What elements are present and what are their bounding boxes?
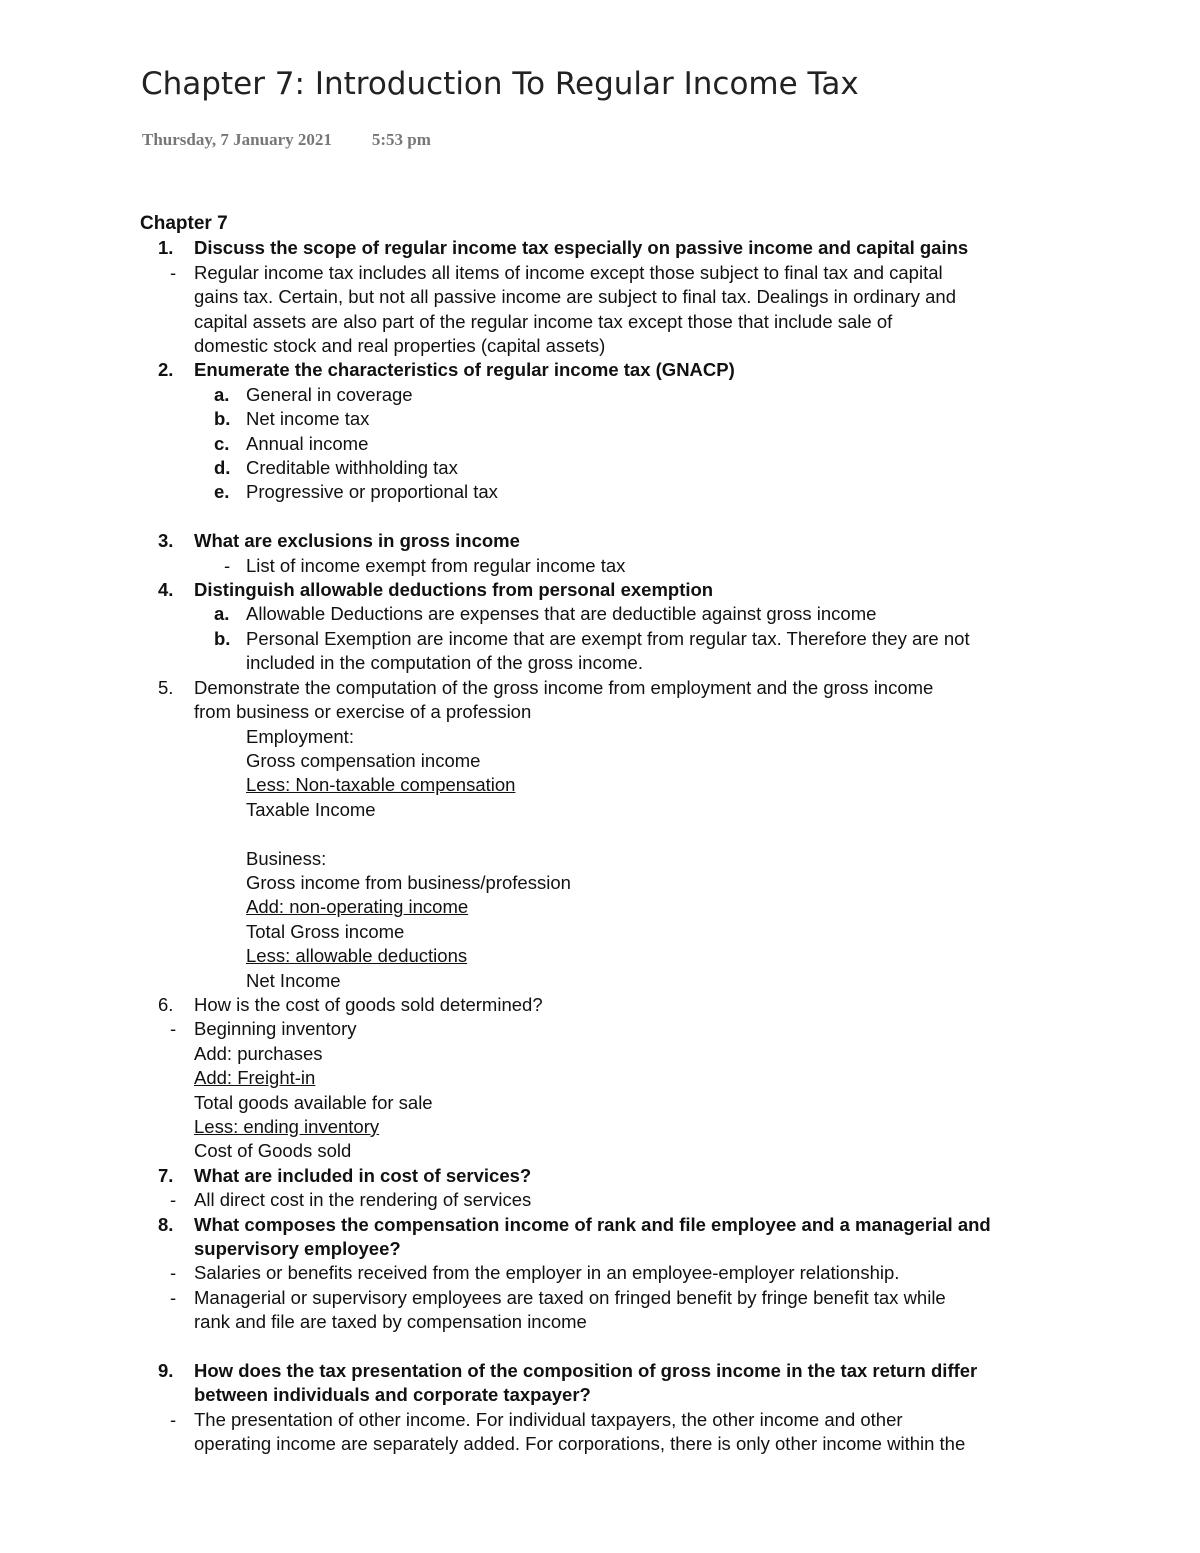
question-number: 9. [158,1360,174,1382]
answer-line: - List of income exempt from regular income tax [140,554,1080,578]
computation-line: Gross compensation income [246,749,481,771]
question-5 [140,676,1080,700]
question-number: 6. [158,993,174,1015]
computation-line: Net Income [246,969,341,991]
bullet-dash: - [224,554,231,576]
list-item: d. Creditable withholding tax [214,457,458,479]
list-item: e. Progressive or proportional tax [214,481,498,503]
page-time: 5:53 pm [371,130,431,149]
question-text-continued: from business or exercise of a profession [194,701,532,723]
spacer [140,505,1080,529]
answer-line: - Salaries or benefits received from the employer in an employee-employer relationship. [140,1261,1080,1285]
bullet-dash: - [170,261,177,283]
question-9 [140,1359,1080,1383]
question-text-continued: supervisory employee? [194,1238,401,1260]
answer-line: rank and file are taxed by compensation income [194,1311,587,1333]
question-number: 2. [158,359,174,381]
bullet-dash: - [170,1262,177,1284]
question-4 [140,578,1080,602]
computation-line: Less: ending inventory [194,1116,380,1137]
note-content[interactable] [140,212,1080,1457]
question-3 [140,529,1080,553]
answer-line: gains tax. Certain, but not all passive income are subject to final tax. Dealings in ordinary and [194,286,956,308]
answer-line: - Regular income tax includes all items of income except those subject to final tax and capital [140,261,1080,285]
list-item: a. Allowable Deductions are expenses that are deductible against gross income [214,603,877,625]
computation-line: Gross income from business/profession [246,871,571,893]
bullet-dash: - [170,1189,177,1211]
computation-line: Cost of Goods sold [194,1140,352,1162]
page-meta [142,128,431,152]
question-2 [140,358,1080,382]
question-8 [140,1213,1080,1237]
computation-line: Taxable Income [246,798,376,820]
list-item-continued: included in the computation of the gross income. [246,652,643,674]
answer-line: domestic stock and real properties (capital assets) [194,335,606,357]
question-text: Discuss the scope of regular income tax especially on passive income and capital gains [194,237,969,259]
list-item: a. General in coverage [214,383,413,405]
spacer [140,822,1080,846]
answer-line: - The presentation of other income. For individual taxpayers, the other income and other [140,1408,1080,1432]
answer-line: - Managerial or supervisory employees are taxed on fringed benefit by fringe benefit tax while [140,1286,1080,1310]
spacer [140,1335,1080,1359]
question-number: 8. [158,1213,174,1235]
computation-line: Less: allowable deductions [246,945,468,967]
question-text: What composes the compensation income of rank and file employee and a managerial and [194,1213,991,1235]
bullet-dash: - [170,1408,177,1430]
question-number: 5. [158,676,174,698]
question-text: Distinguish allowable deductions from personal exemption [194,579,714,601]
answer-line: - All direct cost in the rendering of services [140,1188,1080,1212]
computation-line: Total Gross income [246,920,405,942]
bullet-dash: - [170,1286,177,1308]
computation-line: Business: [246,847,327,869]
page-title: Chapter 7: Introduction To Regular Income Tax [141,66,859,102]
list-item: c. Annual income [214,432,369,454]
answer-line: capital assets are also part of the regular income tax except those that include sale of [194,310,893,332]
question-text: Demonstrate the computation of the gross income from employment and the gross income [194,676,934,698]
question-6 [140,993,1080,1017]
computation-line: - Beginning inventory [140,1017,1080,1041]
computation-line: Add: purchases [194,1042,323,1064]
computation-line: Less: Non-taxable compensation [246,774,516,796]
computation-line: Add: non-operating income [246,896,469,918]
computation-line: Employment: [246,725,354,747]
question-1 [140,236,1080,260]
question-text: Enumerate the characteristics of regular income tax (GNACP) [194,359,735,381]
question-number: 7. [158,1164,174,1186]
computation-line: Total goods available for sale [194,1091,433,1113]
question-text: How is the cost of goods sold determined? [194,993,543,1015]
question-7 [140,1164,1080,1188]
question-text-continued: between individuals and corporate taxpayer? [194,1384,591,1406]
question-number: 1. [158,237,174,259]
answer-line: operating income are separately added. For corporations, there is only other income within the [194,1433,966,1455]
question-number: 4. [158,579,174,601]
question-number: 3. [158,530,174,552]
bullet-dash: - [170,1018,177,1040]
question-text: How does the tax presentation of the composition of gross income in the tax return differ [194,1360,978,1382]
page-date: Thursday, 7 January 2021 [142,130,332,149]
question-text: What are exclusions in gross income [194,530,520,552]
question-text: What are included in cost of services? [194,1164,532,1186]
list-item: b. Personal Exemption are income that are exempt from regular tax. Therefore they are not [214,627,970,649]
computation-line: Add: Freight-in [194,1067,316,1089]
list-item: b. Net income tax [214,408,370,430]
section-heading: Chapter 7 [140,213,228,234]
